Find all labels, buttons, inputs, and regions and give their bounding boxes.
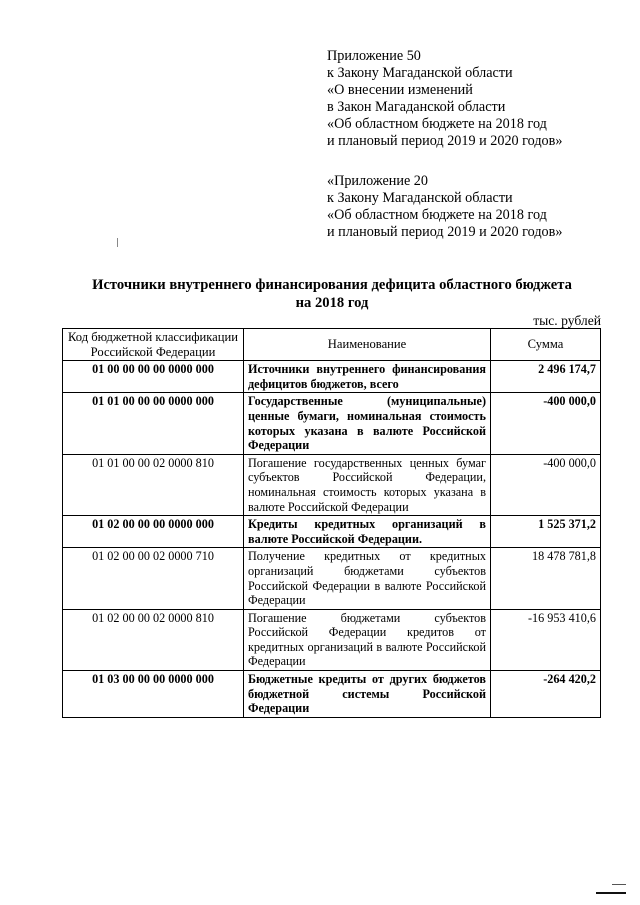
row-name: Источники внутреннего финансирования дефицитов бюджетов, всего <box>244 361 491 393</box>
budget-sources-table <box>62 328 601 718</box>
title-line-1: Источники внутреннего финансирования дефицита областного бюджета <box>92 277 572 293</box>
table-row <box>63 516 601 548</box>
quoted-appendix-line: «Об областном бюджете на 2018 год <box>327 207 547 223</box>
units-label: тыс. рублей <box>533 313 601 328</box>
appendix-line: и плановый период 2019 и 2020 годов» <box>327 133 563 149</box>
header-sum: Сумма <box>491 329 601 361</box>
appendix-line: в Закон Магаданской области <box>327 99 506 115</box>
row-code: 01 01 00 00 00 0000 000 <box>63 393 244 454</box>
scan-artifact <box>596 892 626 894</box>
table-row <box>63 361 601 393</box>
row-code: 01 00 00 00 00 0000 000 <box>63 361 244 393</box>
quoted-appendix-line: и плановый период 2019 и 2020 годов» <box>327 224 563 240</box>
header-code: Код бюджетной классификации Российской Федерации <box>63 329 244 361</box>
scan-artifact <box>612 884 626 885</box>
row-name: Государственные (муниципальные) ценные бумаги, номинальная стоимость которых указана в валюте Российской Федерации <box>244 393 491 454</box>
row-sum: -264 420,2 <box>491 671 601 718</box>
row-sum: -400 000,0 <box>491 393 601 454</box>
quoted-appendix-line: к Закону Магаданской области <box>327 190 513 206</box>
row-code: 01 02 00 00 02 0000 810 <box>63 609 244 670</box>
row-sum: 2 496 174,7 <box>491 361 601 393</box>
table-row <box>63 393 601 454</box>
row-name: Кредиты кредитных организаций в валюте Российской Федерации. <box>244 516 491 548</box>
row-sum: 18 478 781,8 <box>491 548 601 609</box>
quoted-appendix-line: «Приложение 20 <box>327 173 428 189</box>
appendix-header <box>327 48 627 150</box>
table-row <box>63 609 601 670</box>
row-code: 01 02 00 00 00 0000 000 <box>63 516 244 548</box>
table-row <box>63 548 601 609</box>
row-name: Бюджетные кредиты от других бюджетов бюджетной системы Российской Федерации <box>244 671 491 718</box>
table-row <box>63 671 601 718</box>
row-name: Получение кредитных от кредитных организаций бюджетами субъектов Российской Федерации в валюте Российской Федерации <box>244 548 491 609</box>
quoted-appendix-header <box>327 173 627 241</box>
row-code: 01 01 00 00 02 0000 810 <box>63 454 244 515</box>
appendix-line: «Об областном бюджете на 2018 год <box>327 116 547 132</box>
appendix-line: Приложение 50 <box>327 48 421 64</box>
row-code: 01 03 00 00 00 0000 000 <box>63 671 244 718</box>
title-line-2: на 2018 год <box>295 295 369 311</box>
row-name: Погашение бюджетами субъектов Российской Федерации кредитов от кредитных организаций в валюте Российской Федерации <box>244 609 491 670</box>
row-sum: 1 525 371,2 <box>491 516 601 548</box>
row-sum: -16 953 410,6 <box>491 609 601 670</box>
table-header-row <box>63 329 601 361</box>
row-sum: -400 000,0 <box>491 454 601 515</box>
header-name: Наименование <box>244 329 491 361</box>
document-title <box>62 276 602 312</box>
row-name: Погашение государственных ценных бумаг субъектов Российской Федерации, номинальная стоимость которых указана в валюте Российской Федерации <box>244 454 491 515</box>
scan-artifact <box>117 238 118 247</box>
appendix-line: «О внесении изменений <box>327 82 473 98</box>
table-row <box>63 454 601 515</box>
appendix-line: к Закону Магаданской области <box>327 65 513 81</box>
row-code: 01 02 00 00 02 0000 710 <box>63 548 244 609</box>
